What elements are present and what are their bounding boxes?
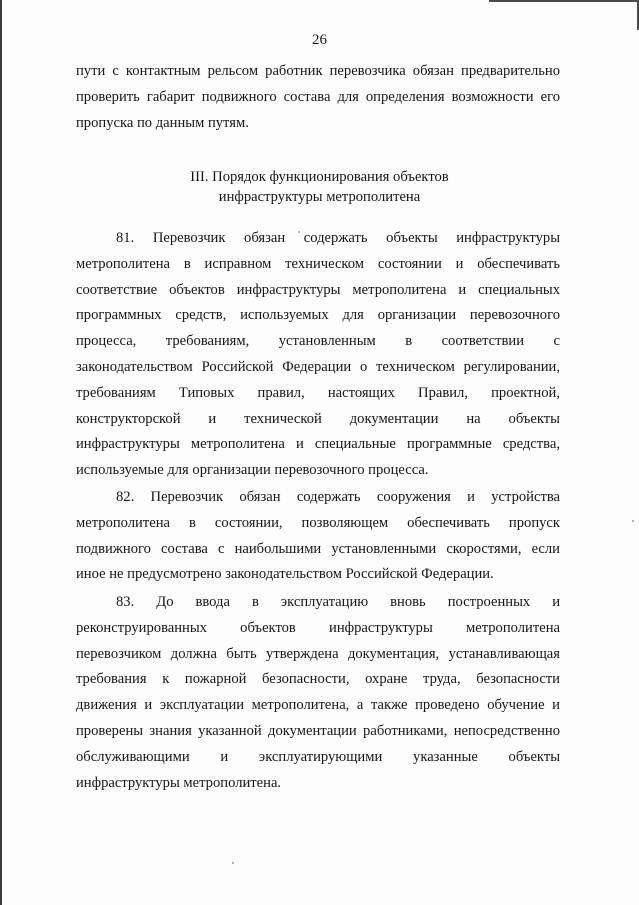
paragraph-82 <box>76 485 560 588</box>
section-heading <box>0 167 639 207</box>
text-line: проверены знания указанной документации работниками, непосредственно <box>76 722 560 739</box>
text-line: 83. До ввода в эксплуатацию вновь построенных и <box>116 594 560 610</box>
scan-speck <box>632 520 634 522</box>
text-line: 82. Перевозчик обязан содержать сооружения и устройства <box>116 489 561 505</box>
text-line: 81. Перевозчик обязан содержать объекты инфраструктуры <box>116 230 560 246</box>
text-line: проверить габарит подвижного состава для определения возможности его <box>76 88 561 105</box>
text-line: соответствие объектов инфраструктуры метрополитена и специальных <box>76 281 561 298</box>
heading-line: инфраструктуры метрополитена <box>218 189 421 205</box>
text-line: метрополитена в исправном техническом состоянии и обеспечивать <box>76 255 561 272</box>
text-line: конструкторской и технической документации на объекты <box>76 410 560 427</box>
text-line: требования к пожарной безопасности, охране труда, безопасности <box>76 671 560 688</box>
text-line: обслуживающими и эксплуатирующими указанные объекты <box>76 748 561 765</box>
text-line: программных средств, используемых для организации перевозочного <box>76 307 560 324</box>
heading-line: III. Порядок функционирования объектов <box>190 169 449 185</box>
text-line: перевозчиком должна быть утверждена документация, устанавливающая <box>76 645 560 662</box>
text-line: реконструированных объектов инфраструктуры метрополитена <box>76 619 560 636</box>
text-line: иное не предусмотрено законодательством Российской Федерации. <box>76 566 494 583</box>
intro-text <box>76 59 560 136</box>
text-line: пропуска по данным путям. <box>76 114 249 131</box>
scan-edge-top-line <box>489 0 639 2</box>
text-line: подвижного состава с наибольшими установленными скоростями, если <box>76 540 560 557</box>
page-number: 26 <box>312 32 327 48</box>
paragraph-81 <box>76 226 560 484</box>
text-line: инфраструктуры метрополитена и специальные программные средства, <box>76 436 560 453</box>
text-line: процесса, требованиям, установленным в соответствии с <box>76 333 560 350</box>
scan-edge-left <box>0 0 2 905</box>
text-line: законодательством Российской Федерации о техническом регулировании, <box>76 358 561 375</box>
text-line: требованиям Типовых правил, настоящих Правил, проектной, <box>76 384 560 401</box>
scan-speck <box>232 862 234 864</box>
text-line: инфраструктуры метрополитена. <box>76 774 282 791</box>
paragraph-83 <box>76 590 560 796</box>
text-line: метрополитена в состоянии, позволяющем обеспечивать пропуск <box>76 514 560 531</box>
text-line: пути с контактным рельсом работник перевозчика обязан предварительно <box>76 63 561 79</box>
text-line: движения и эксплуатации метрополитена, а также проведено обучение и <box>76 697 560 714</box>
text-line: используемые для организации перевозочного процесса. <box>76 462 429 479</box>
